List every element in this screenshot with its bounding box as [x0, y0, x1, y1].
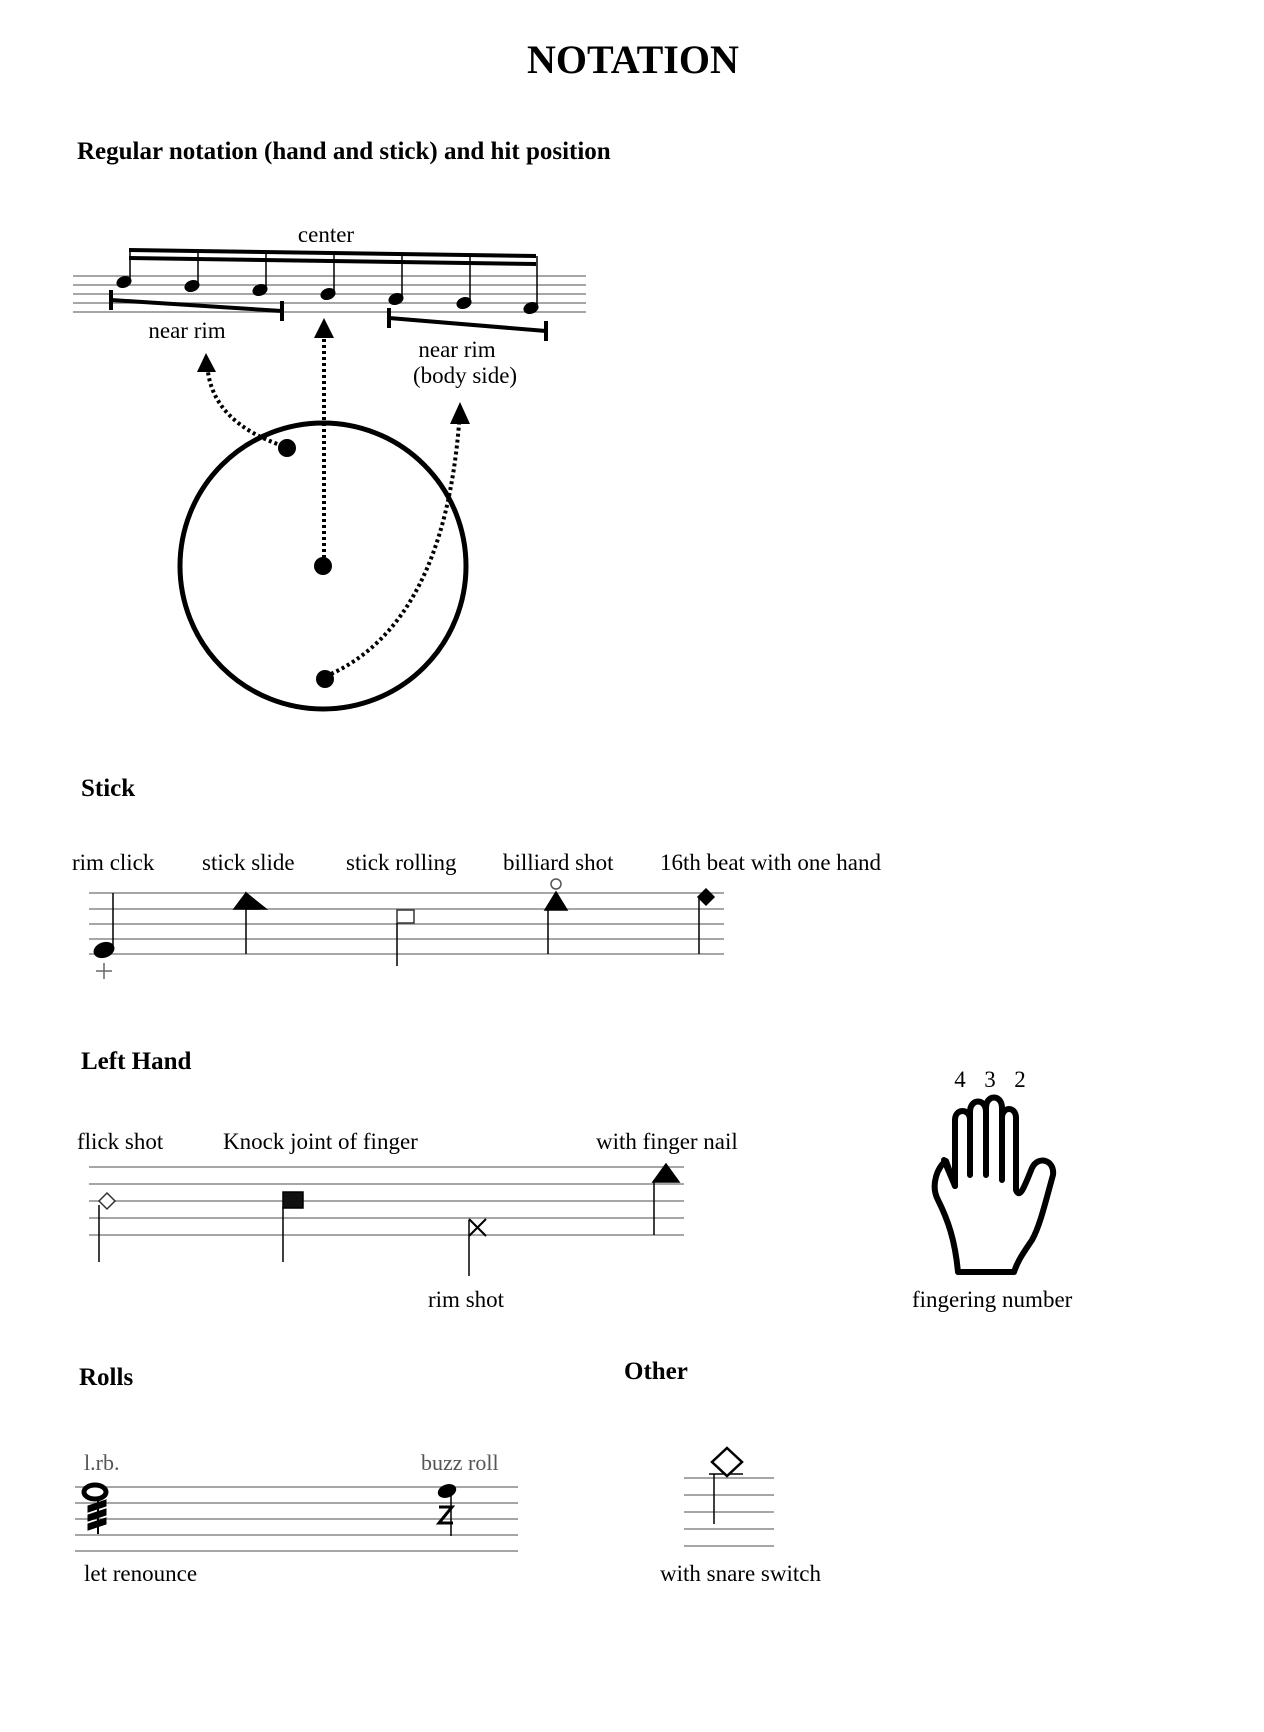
finger-number-3: 3 — [984, 1067, 996, 1092]
regular-heading: Regular notation (hand and stick) and hit position — [77, 138, 611, 165]
hit-point-center — [314, 557, 332, 575]
rolls-caption: let renounce — [84, 1561, 198, 1586]
other-caption: with snare switch — [660, 1561, 821, 1586]
left-hand-staff — [89, 1167, 684, 1235]
finger-number-4: 4 — [954, 1067, 966, 1092]
left-hand-heading: Left Hand — [81, 1048, 192, 1075]
stick-label-stick-slide: stick slide — [202, 850, 295, 875]
rolls-symbols — [84, 1482, 458, 1536]
near-rim-bracket-right — [389, 308, 546, 341]
stick-label-billiard-shot: billiard shot — [503, 850, 614, 875]
rolls-heading: Rolls — [79, 1364, 134, 1391]
lh-label-rim-shot: rim shot — [428, 1287, 505, 1312]
hit-point-near-rim — [278, 439, 296, 457]
other-staff — [684, 1478, 774, 1546]
stick-label-rim-click: rim click — [72, 850, 155, 875]
rolls-label-lrb: l.rb. — [84, 1450, 120, 1475]
left-hand-symbols — [99, 1164, 679, 1276]
label-near-rim-body-line1: near rim — [418, 337, 496, 362]
stick-symbols — [92, 879, 714, 979]
lh-label-finger-nail: with finger nail — [596, 1129, 738, 1154]
rolls-label-buzz-roll: buzz roll — [421, 1450, 499, 1475]
regular-beam — [129, 248, 536, 266]
arrowheads — [197, 318, 470, 424]
other-heading: Other — [624, 1358, 688, 1385]
stick-heading: Stick — [81, 775, 136, 802]
stick-label-stick-rolling: stick rolling — [346, 850, 457, 875]
finger-number-2: 2 — [1014, 1067, 1026, 1092]
hit-arrows — [208, 336, 459, 674]
page-title: NOTATION — [527, 37, 739, 82]
label-near-rim: near rim — [148, 318, 226, 343]
lh-label-flick-shot: flick shot — [77, 1129, 164, 1154]
label-near-rim-body-line2: (body side) — [412, 363, 518, 388]
lh-label-knock-joint: Knock joint of finger — [223, 1129, 418, 1154]
fingering-caption: fingering number — [912, 1287, 1073, 1312]
label-center: center — [297, 222, 355, 247]
stick-label-16th-beat: 16th beat with one hand — [660, 850, 882, 875]
